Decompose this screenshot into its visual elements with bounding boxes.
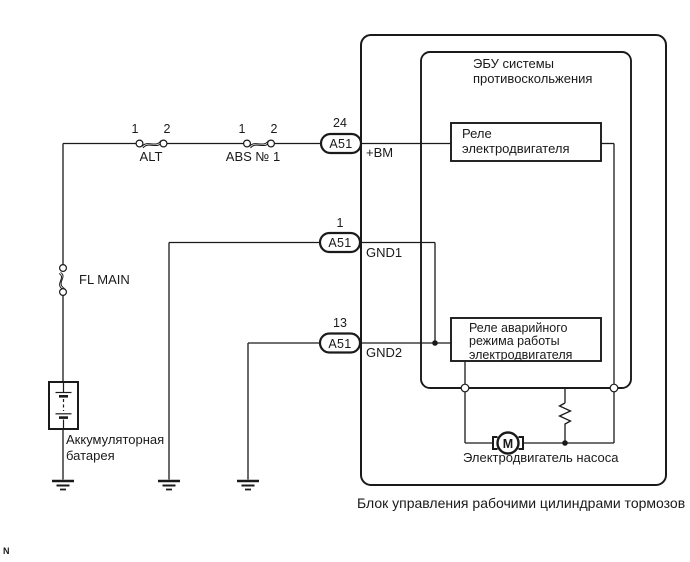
fuse-abs-icon: [244, 140, 275, 148]
connector-gnd1-pin-label: 1: [336, 216, 344, 230]
motor-relay-label-line2: электродвигателя: [462, 141, 570, 156]
ground-icon-battery: [52, 481, 74, 490]
fl-main-label: FL MAIN: [79, 272, 130, 287]
battery-label-line1: Аккумуляторная: [66, 432, 165, 447]
actuator-box: [361, 35, 666, 485]
ecu-title-line1: ЭБУ системы: [473, 56, 555, 71]
motor-relay-label-line1: Реле: [462, 125, 492, 141]
ecu-terminal-left: [461, 384, 469, 392]
signal-bm-label: +BM: [366, 145, 394, 160]
battery-icon: [49, 382, 78, 429]
fuse-abs-pin1-label: 1: [238, 122, 246, 136]
emergency-relay-label-line2: режима работы: [469, 334, 560, 348]
fuse-abs-pin2-label: 2: [270, 122, 278, 136]
fuse-alt-pin1-label: 1: [131, 122, 139, 136]
resistor-icon: [560, 403, 571, 426]
wire-segments: [63, 141, 614, 480]
fl-main-fusible-link-icon: [59, 265, 66, 296]
pump-motor-symbol-label: M: [502, 436, 514, 451]
ground-icon-gnd2: [237, 481, 259, 490]
emergency-relay-label-line1: Реле аварийного: [469, 320, 568, 335]
ecu-terminal-right: [610, 384, 618, 392]
junction-dot-resistor: [562, 440, 568, 446]
connector-gnd2-pin-label: 13: [333, 315, 347, 330]
connector-bm-pin-label: 24: [333, 116, 347, 130]
ecu-title-line2: противоскольжения: [473, 71, 593, 86]
connector-gnd2-id-label: A51: [328, 336, 352, 351]
ground-icon-gnd1: [158, 481, 180, 490]
fuse-alt-pin2-label: 2: [163, 122, 171, 136]
fuse-alt-label: ALT: [139, 149, 163, 164]
actuator-caption: Блок управления рабочими цилиндрами тормозов: [357, 495, 686, 511]
junction-dot-gnd: [432, 340, 438, 346]
emergency-relay-label-line3: электродвигателя: [469, 347, 573, 362]
battery-label-line2: батарея: [66, 448, 115, 463]
fuse-abs-label: ABS № 1: [225, 149, 281, 164]
pump-motor-label: Электродвигатель насоса: [463, 450, 619, 465]
connector-gnd1-id-label: A51: [328, 236, 352, 250]
signal-gnd2-label: GND2: [366, 345, 403, 360]
connector-bm-id-label: A51: [329, 137, 353, 151]
fuse-alt-icon: [136, 140, 167, 148]
page-marker: N: [3, 546, 10, 556]
signal-gnd1-label: GND1: [366, 244, 403, 260]
